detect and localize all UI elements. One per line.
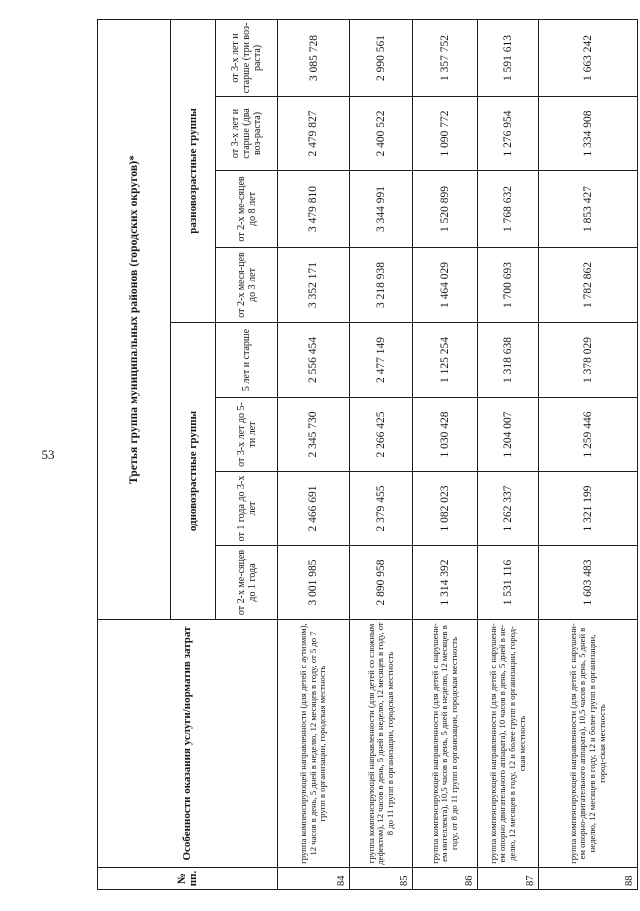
value-cell: 3 001 985 bbox=[278, 546, 350, 620]
row-number: 84 bbox=[278, 868, 350, 890]
value-cell: 1 125 254 bbox=[413, 323, 478, 398]
table-row bbox=[278, 19, 350, 889]
row-description: группа компенсирующей направленности (для детей с нарушени-ем опорно двигательного аппарата), 10 часов в день, 5 дней в не-делю, 12 месяцев в году, 12 и более групп в организации, город-ская местность bbox=[478, 620, 539, 868]
value-cell: 1 276 954 bbox=[478, 97, 539, 171]
value-cell: 1 314 392 bbox=[413, 546, 478, 620]
value-cell: 1 603 483 bbox=[539, 546, 638, 620]
value-cell: 3 218 938 bbox=[350, 248, 413, 323]
value-cell: 1 663 242 bbox=[539, 19, 638, 96]
value-cell: 1 090 772 bbox=[413, 97, 478, 171]
value-cell: 1 318 638 bbox=[478, 323, 539, 398]
value-cell: 1 464 029 bbox=[413, 248, 478, 323]
value-cell: 2 266 425 bbox=[350, 398, 413, 472]
value-cell: 2 479 827 bbox=[278, 97, 350, 171]
value-cell: 2 990 561 bbox=[350, 19, 413, 96]
value-cell: 1 768 632 bbox=[478, 171, 539, 248]
row-description: группа компенсирующей направленности (для детей со сложным дефектом), 12 часов в день, 5 дней в неделю, 12 месяцев в году, от 8 до 11 групп в организации, городская местность bbox=[350, 620, 413, 868]
table-row bbox=[478, 19, 539, 889]
cost-norms-table bbox=[97, 19, 638, 890]
header-col-mixed-3y-three-ages: от 3-х лет и старше (три воз-раста) bbox=[216, 19, 278, 96]
row-description: группа компенсирующей направленности (для детей с нарушени-ем опорно-двигательного аппарата), 10,5 часов в день, 5 дней в неделю, 12 месяцев в году, 12 и более групп в организации, город-ская местность bbox=[539, 620, 638, 868]
value-cell: 1 531 116 bbox=[478, 546, 539, 620]
row-number: 87 bbox=[478, 868, 539, 890]
value-cell: 2 556 454 bbox=[278, 323, 350, 398]
value-cell: 2 345 730 bbox=[278, 398, 350, 472]
value-cell: 3 352 171 bbox=[278, 248, 350, 323]
row-description: группа компенсирующей направленности (для детей с нарушени-ем интеллекта), 10,5 часов в день, 5 дней в неделю, 12 месяцев в году, от 8 до 11 групп в организации, городская местность bbox=[413, 620, 478, 868]
value-cell: 1 378 029 bbox=[539, 323, 638, 398]
row-description: группа компенсирующей направленности (для детей с аутизмом), 12 часов в день, 5 дней в неделю, 12 месяцев в году, от 5 до 7 групп в организации, городская местность bbox=[278, 620, 350, 868]
value-cell: 1 591 613 bbox=[478, 19, 539, 96]
value-cell: 2 400 522 bbox=[350, 97, 413, 171]
page-number: 53 bbox=[41, 447, 55, 462]
value-cell: 1 357 752 bbox=[413, 19, 478, 96]
value-cell: 3 479 810 bbox=[278, 171, 350, 248]
value-cell: 1 700 693 bbox=[478, 248, 539, 323]
header-col-5y-plus: 5 лет и старше bbox=[216, 323, 278, 398]
value-cell: 1 204 007 bbox=[478, 398, 539, 472]
value-cell: 1 082 023 bbox=[413, 472, 478, 546]
value-cell: 1 782 862 bbox=[539, 248, 638, 323]
value-cell: 2 466 691 bbox=[278, 472, 350, 546]
value-cell: 3 085 728 bbox=[278, 19, 350, 96]
row-number: 88 bbox=[539, 868, 638, 890]
header-col-mixed-3y-two-ages: от 3-х лет и старше (два воз-раста) bbox=[216, 97, 278, 171]
header-col-mixed-2m-8y: от 2-х ме-сяцев до 8 лет bbox=[216, 171, 278, 248]
value-cell: 1 259 446 bbox=[539, 398, 638, 472]
row-number: 86 bbox=[413, 868, 478, 890]
value-cell: 2 379 455 bbox=[350, 472, 413, 546]
value-cell: 1 321 199 bbox=[539, 472, 638, 546]
value-cell: 2 477 149 bbox=[350, 323, 413, 398]
table-row bbox=[413, 19, 478, 889]
value-cell: 1 262 337 bbox=[478, 472, 539, 546]
value-cell: 1 030 428 bbox=[413, 398, 478, 472]
header-col-mixed-2m-3y: от 2-х меся-цев до 3 лет bbox=[216, 248, 278, 323]
header-col-2m-1y: от 2-х ме-сяцев до 1 года bbox=[216, 546, 278, 620]
table-row bbox=[539, 19, 638, 889]
header-number: № пп. bbox=[98, 868, 278, 890]
table-row bbox=[350, 19, 413, 889]
value-cell: 1 520 899 bbox=[413, 171, 478, 248]
row-number: 85 bbox=[350, 868, 413, 890]
value-cell: 1 853 427 bbox=[539, 171, 638, 248]
header-col-3y-5y: от 3-х лет до 5-ти лет bbox=[216, 398, 278, 472]
value-cell: 3 344 991 bbox=[350, 171, 413, 248]
rotated-table-sheet bbox=[97, 20, 637, 890]
value-cell: 1 334 908 bbox=[539, 97, 638, 171]
header-mixed-age-groups: разновозрастные группы bbox=[171, 19, 216, 322]
header-same-age-groups: одновозрастные группы bbox=[171, 323, 216, 620]
value-cell: 2 890 958 bbox=[350, 546, 413, 620]
header-municipal-group: Третья группа муниципальных районов (городских округов)* bbox=[98, 19, 171, 619]
header-col-1y-3y: от 1 года до 3-х лет bbox=[216, 472, 278, 546]
header-service-feature: Особенности оказания услуги/норматив затрат bbox=[98, 620, 278, 868]
